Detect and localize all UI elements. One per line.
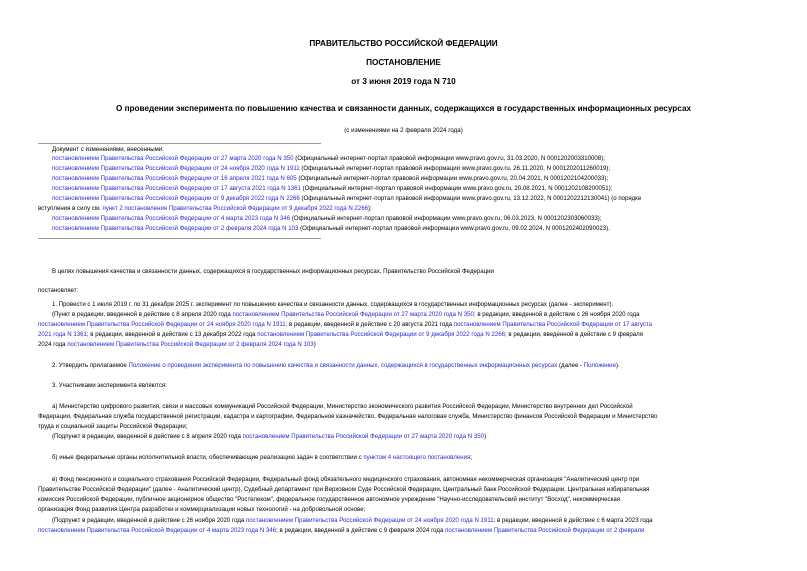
subpoint-a-line: труда и социальной защиты Российской Федерации; [38,423,188,430]
subpoint-v-line: организация Фонд развития Центра разработки и коммерциализации новых технологий - на добровольной основе; [38,506,366,513]
point-1-note-line: (Пункт в редакции, введенной в действие с 8 апреля 2020 года постановлением Правительства Российской Федерации от 27 марта 2020 года N 350; в редакции, введенной в действие с 26 ноября 2020 года [52,311,640,318]
amended-note: (с изменениями на 2 февраля 2024 года) [344,127,463,134]
amendment-link[interactable]: постановлением Правительства Российской Федерации от 9 декабря 2022 года N 2266 [257,331,506,338]
subpoint-v-line: Правительстве Российской Федерации" (далее - Аналитический центр), Судебный департамент при Верховном Суде Российской Федерации, Центральный банк Российской Федерации, Центральная избирательная [38,486,650,493]
change-link[interactable]: постановлением Правительства Российской Федерации от 4 марта 2023 года N 346 [52,215,291,222]
changes-intro: Документ с изменениями, внесенными: [52,146,164,153]
amendment-link[interactable]: постановлением Правительства Российской Федерации от 2 февраля 2024 года N 103 [67,341,314,348]
subpoint-v-note-line: (Подпункт в редакции, введенной в действие с 26 ноября 2020 года постановлением Правительства Российской Федерации от 24 ноября 2020 года N 1911; в редакции, введенной в действие с 6 марта 2023 года [52,517,653,524]
change-item: постановлением Правительства Российской Федерации от 9 декабря 2022 года N 2266 (Официальный интернет-портал правовой информации www.pravo.gov.ru, 13.12.2022, N 0001202212130041) (о порядке [52,195,642,202]
decrees-word: постановляет: [38,287,79,294]
change-link[interactable]: постановлением Правительства Российской Федерации от 17 августа 2021 года N 1361 [52,185,301,192]
amendment-link[interactable]: 2021 года N 1361 [38,331,87,338]
subpoint-a-line: а) Министерство цифрового развития, связи и массовых коммуникаций Российской Федерации, Министерство экономического развития Российской Федерации, Министерство внутренних дел Российской [52,403,633,410]
amendment-link[interactable]: постановлением Правительства Российской Федерации от 2 февраля [445,527,645,534]
subpoint-v-note-line: постановлением Правительства Российской Федерации от 4 марта 2023 года N 346; в редакции, введенной в действие с 9 февраля 2024 года постановлением Правительства Российской Федерации от 2 февраля [38,527,645,534]
change-link[interactable]: постановлением Правительства Российской Федерации от 16 апреля 2021 года N 605 [52,175,297,182]
top-divider [38,143,321,144]
amendment-link[interactable]: постановлением Правительства Российской Федерации от 24 ноября 2020 года N 1911 [245,517,494,524]
amendment-link[interactable]: постановлением Правительства Российской Федерации от 17 августа [453,321,653,328]
preamble: В целях повышения качества и связанности данных, содержащихся в государственных информационных ресурсах, Правительство Российской Федерации [52,268,494,275]
change-link[interactable]: пункт 2 постановления Правительства Российской Федерации от 9 декабря 2022 года N 2266 [102,205,368,212]
regulation-link[interactable]: Положение о проведении эксперимента по повышению качества и связанности данных, содержащихся в государственных информационных ресурсах [128,362,558,369]
subpoint-b: б) иные федеральные органы исполнительной власти, обеспечивающие реализацию задач в соответствии с пунктом 4 настоящего постановления; [52,454,472,461]
change-item: постановлением Правительства Российской Федерации от 2 февраля 2024 года N 103 (Официальный интернет-портал правовой информации www.pravo.gov.ru, 09.02.2024, N 0001202402090023). [52,225,610,232]
point-4-link[interactable]: пунктом 4 настоящего постановления [363,454,471,461]
document-title: О проведении эксперимента по повышению качества и связанности данных, содержащихся в государственных информационных ресурсах [115,104,692,113]
amendment-link[interactable]: постановлением Правительства Российской Федерации от 27 марта 2020 года N 350 [232,311,474,318]
doc-type-heading: ПОСТАНОВЛЕНИЕ [366,58,441,67]
change-item: постановлением Правительства Российской Федерации от 24 ноября 2020 года N 1911 (Официальный интернет-портал правовой информации www.pravo.gov.ru, 26.11.2020, N 0001202011260019); [52,165,611,172]
date-number-heading: от 3 июня 2019 года N 710 [351,77,456,86]
change-item: постановлением Правительства Российской Федерации от 16 апреля 2021 года N 605 (Официальный интернет-портал правовой информации www.pravo.gov.ru, 20.04.2021, N 0001202104200033); [52,175,609,182]
point-2: 2. Утвердить прилагаемое Положение о проведении эксперимента по повышению качества и связанности данных, содержащихся в государственных информационных ресурсах (далее - Положение). [52,362,620,369]
subpoint-a-line: Федерации, Федеральная служба государственной регистрации, кадастра и картографии, Федеральное казначейство, Федеральная налоговая служба, Министерство финансов Российской Федерации и Министерство [38,413,658,420]
amendment-link[interactable]: постановлением Правительства Российской Федерации от 24 ноября 2020 года N 1911 [38,321,286,328]
change-item: постановлением Правительства Российской Федерации от 17 августа 2021 года N 1361 (Официальный интернет-портал правовой информации www.pravo.gov.ru, 20.08.2021, N 0001202108200051); [52,185,613,192]
subpoint-v-line: комиссия Российской Федерации, публичное акционерное общество "Ростелеком", федеральное государственное автономное учреждение "Научно-исследовательский институт "Восход", некоммерческая [38,496,621,503]
amendment-link[interactable]: постановлением Правительства Российской Федерации от 4 марта 2023 года N 346 [38,527,277,534]
change-link[interactable]: постановлением Правительства Российской Федерации от 27 марта 2020 года N 350 [52,155,294,162]
org-heading: ПРАВИТЕЛЬСТВО РОССИЙСКОЙ ФЕДЕРАЦИИ [309,39,498,48]
bottom-divider [38,238,321,239]
point-1: 1. Провести с 1 июля 2019 г. по 31 декабря 2025 г. эксперимент по повышению качества и связанности данных, содержащихся в государственных информационных ресурсах (далее - эксперимент). [52,301,614,308]
change-link[interactable]: постановлением Правительства Российской Федерации от 9 декабря 2022 года N 2266 [52,195,300,202]
change-item: постановлением Правительства Российской Федерации от 27 марта 2020 года N 350 (Официальный интернет-портал правовой информации www.pravo.gov.ru, 31.03.2020, N 0001202003310008); [52,155,605,162]
point-1-note-line: 2021 года N 1361; в редакции, введенной в действие с 13 декабря 2022 года постановлением Правительства Российской Федерации от 9 декабря 2022 года N 2266; в редакции, введенной в действие с 9 февраля [38,331,644,338]
change-item-continuation: вступления в силу см. пункт 2 постановления Правительства Российской Федерации от 9 декабря 2022 года N 2266); [38,205,372,212]
change-link[interactable]: постановлением Правительства Российской Федерации от 24 ноября 2020 года N 1911 [52,165,300,172]
point-1-note-line: 2024 года постановлением Правительства Российской Федерации от 2 февраля 2024 года N 103) [38,341,316,348]
subpoint-v-line: в) Фонд пенсионного и социального страхования Российской Федерации, Федеральный фонд обязательного медицинского страхования, автономная некоммерческая организация "Аналитический центр при [52,476,640,483]
regulation-short-link[interactable]: Положение [583,362,616,369]
amendment-link[interactable]: постановлением Правительства Российской Федерации от 27 марта 2020 года N 350 [242,433,485,440]
point-1-note-line: постановлением Правительства Российской Федерации от 24 ноября 2020 года N 1911; в редакции, введенной в действие с 20 августа 2021 года постановлением Правительства Российской Федерации от 17 августа [38,321,653,328]
change-item: постановлением Правительства Российской Федерации от 4 марта 2023 года N 346 (Официальный интернет-портал правовой информации www.pravo.gov.ru, 06.03.2023, N 0001202303060033); [52,215,602,222]
subpoint-a-note: (Подпункт в редакции, введенной в действие с 8 апреля 2020 года постановлением Правительства Российской Федерации от 27 марта 2020 года N 350) [52,433,487,440]
change-link[interactable]: постановлением Правительства Российской Федерации от 2 февраля 2024 года N 103 [52,225,299,232]
point-3: 3. Участниками эксперимента являются: [52,382,167,389]
